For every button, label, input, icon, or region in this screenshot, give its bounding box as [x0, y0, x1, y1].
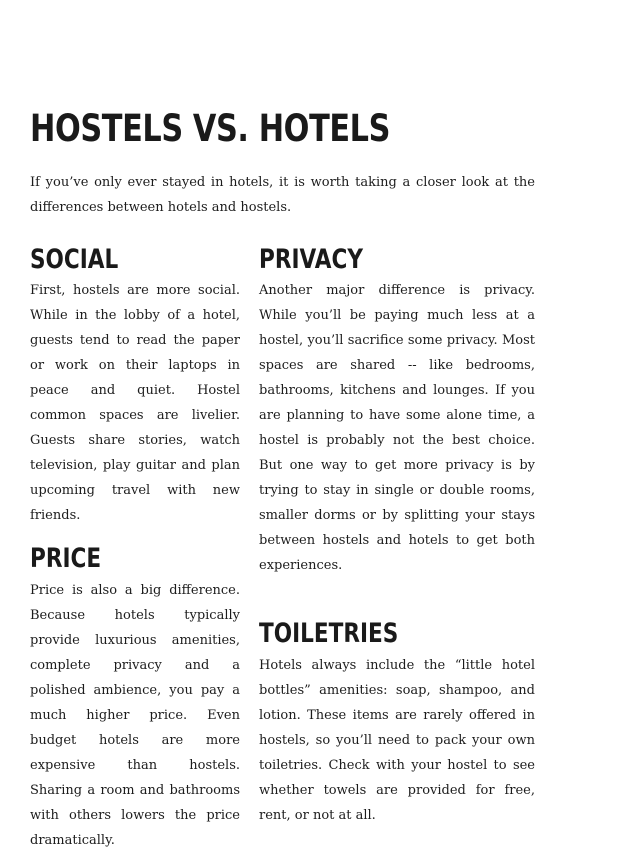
privacy-heading: PRIVACY — [259, 244, 363, 275]
social-paragraph: First, hostels are more social. While in the lobby of a hotel, guests tend to read the paper or work on their laptops in peace and quiet. Hostel common spaces are livelier. Guests share stories, watch television, play guitar and plan upcoming travel with new friends. — [30, 283, 240, 523]
toiletries-heading: TOILETRIES — [259, 618, 399, 649]
social-heading: SOCIAL — [30, 244, 119, 275]
price-heading: PRICE — [30, 543, 102, 574]
toiletries-paragraph: Hotels always include the “little hotel bottles” amenities: soap, shampoo, and lotion. These items are rarely offered in hostels, so you’ll need to pack your own toiletries. Check with your hostel to see whether towels are provided for free, rent, or not at all. — [259, 658, 535, 823]
price-paragraph: Price is also a big difference. Because hotels typically provide luxurious amenities, complete privacy and a polished ambience, you pay a much higher price. Even budget hotels are more expensive than hostels. Sharing a room and bathrooms with others lowers the price dramatically. — [30, 583, 240, 848]
page-title: HOSTELS VS. HOTELS — [30, 107, 391, 150]
intro-paragraph: If you’ve only ever stayed in hotels, it is worth taking a closer look at the differences between hotels and hostels. — [30, 175, 535, 215]
privacy-paragraph: Another major difference is privacy. While you’ll be paying much less at a hostel, you’ll sacrifice some privacy. Most spaces are shared -- like bedrooms, bathrooms, kitchens and lounges. If you are planning to have some alone time, a hostel is probably not the best choice. But one way to get more privacy is by trying to stay in single or double rooms, smaller dorms or by splitting your stays between hostels and hotels to get both experiences. — [259, 283, 535, 573]
